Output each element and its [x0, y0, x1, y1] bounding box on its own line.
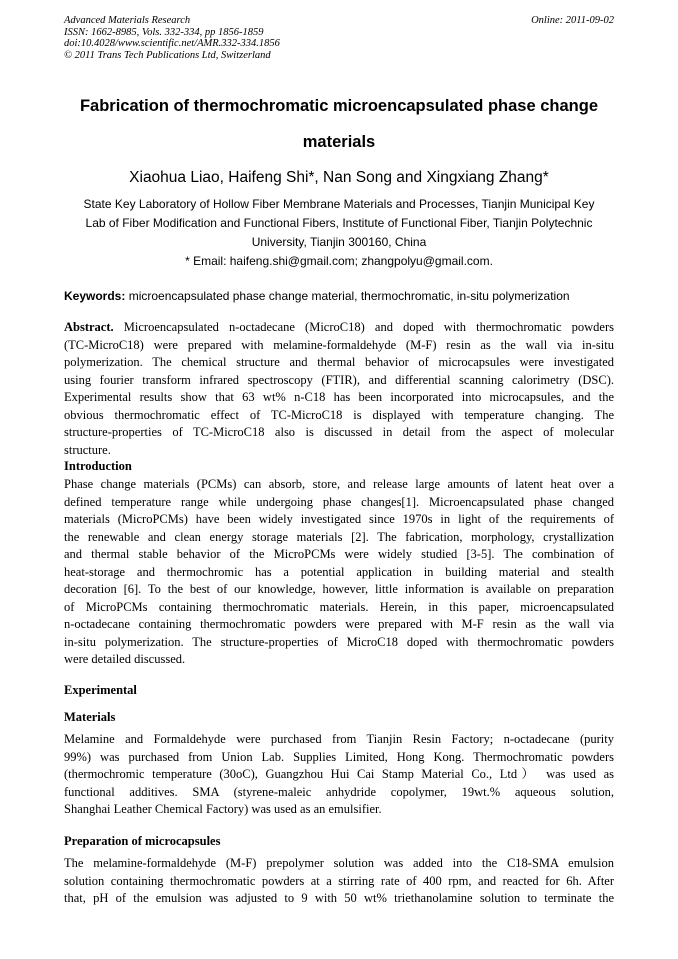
- intro-line: in-situ polymerization. The structure-properties of MicroC18 doped with thermochromatic powders: [64, 634, 614, 649]
- abstract-label: Abstract.: [64, 320, 114, 334]
- doi-line: doi:10.4028/www.scientific.net/AMR.332-334.1856: [64, 38, 280, 49]
- affiliation-line: University, Tianjin 300160, China: [251, 235, 427, 249]
- preparation-heading: Preparation of microcapsules: [64, 834, 221, 848]
- experimental-heading: Experimental: [64, 683, 137, 697]
- email-line: * Email: haifeng.shi@gmail.com; zhangpolyu@gmail.com.: [185, 254, 493, 268]
- paper-title: [64, 88, 614, 160]
- intro-line: Phase change materials (PCMs) can absorb, store, and release large amounts of latent heat over a: [64, 477, 614, 491]
- materials-heading: Materials: [64, 710, 116, 724]
- abstract-line: structure-properties of TC-MicroC18 also is discussed in detail from the aspect of molecular: [64, 425, 614, 439]
- abstract-line: structure.: [64, 442, 111, 457]
- intro-line: n-octadecane containing thermochromatic powders were prepared with M-F resin as the wall via: [64, 617, 614, 631]
- materials-line: Melamine and Formaldehyde were purchased from Tianjin Resin Factory; n-octadecane (purity: [64, 732, 614, 746]
- online-date: Online: 2011-09-02: [531, 15, 614, 26]
- copyright-line: © 2011 Trans Tech Publications Ltd, Switzerland: [64, 49, 271, 61]
- intro-line: decoration [6]. To the best of our knowledge, however, little information is available on preparation: [64, 582, 614, 596]
- affiliation-line: Lab of Fiber Modification and Functional Fibers, Institute of Functional Fiber, Tianjin Polytechnic: [85, 216, 593, 230]
- intro-line: and thermal stable behavior of the MicroPCMs were widely studied [3-5]. The combination of: [64, 547, 614, 561]
- preparation-body: [64, 855, 614, 908]
- title-line-1: Fabrication of thermochromatic microencapsulated phase change: [79, 97, 599, 115]
- author-list: Xiaohua Liao, Haifeng Shi*, Nan Song and Xingxiang Zhang*: [129, 169, 549, 186]
- introduction-body: [64, 476, 614, 669]
- abstract-line: obvious thermochromatic effect of TC-MicroC18 is displayed with temperature changing. The: [64, 407, 614, 422]
- intro-line: of MicroPCMs containing thermochromatic materials. Herein, in this paper, microencapsulated: [64, 599, 614, 614]
- intro-line: defined temperature range while undergoing phase changes[1]. Microencapsulated phase changed: [64, 494, 614, 509]
- intro-line: the renewable and clean energy storage materials [2]. The fabrication, morphology, crystallization: [64, 529, 614, 544]
- abstract: [64, 319, 614, 459]
- keywords-label: Keywords:: [64, 289, 126, 303]
- title-line-2: materials: [302, 133, 376, 151]
- abstract-line: using fourier transform infrared spectroscopy (FTIR), and differential scanning calorimetry (DSC).: [64, 372, 614, 387]
- affiliation-line: State Key Laboratory of Hollow Fiber Membrane Materials and Processes, Tianjin Municipal Key: [83, 197, 595, 211]
- materials-line: 99%) was purchased from Union Lab. Supplies Limited, Hong Kong. Thermochromatic powders: [64, 749, 614, 764]
- abstract-line: polymerization. The chemical structure and thermal behavior of microcapsules were investigated: [64, 355, 614, 369]
- intro-line: heat-storage and thermochromic has a potential application in building material and stealth: [64, 564, 614, 579]
- materials-line: functional additives. SMA (styrene-maleic anhydride copolymer, 19wt.% aqueous solution,: [64, 784, 614, 799]
- abstract-line: (TC-MicroC18) were prepared with melamine-formaldehyde (M-F) resin as the wall via in-situ: [64, 337, 614, 352]
- preparation-line: solution containing thermochromatic powders at a stirring rate of 400 rpm, and reacted for 6h. After: [64, 873, 614, 888]
- intro-line: were detailed discussed.: [64, 652, 186, 666]
- journal-name: Advanced Materials Research: [64, 15, 191, 26]
- journal-header: [64, 15, 280, 61]
- abstract-line: Experimental results show that 63 wt% n-C18 has been incorporated into microcapsules, and the: [64, 390, 614, 404]
- preparation-line: The melamine-formaldehyde (M-F) prepolymer solution was added into the C18-SMA emulsion: [64, 856, 614, 870]
- keywords: [64, 287, 614, 305]
- introduction-heading: Introduction: [64, 459, 132, 473]
- intro-line: materials (MicroPCMs) have been widely investigated since 1970s in light of the requirements of: [64, 512, 614, 526]
- abstract-line: Abstract. Microencapsulated n-octadecane (MicroC18) and doped with thermochromatic powders: [64, 320, 614, 334]
- keywords-text: microencapsulated phase change material, thermochromatic, in-situ polymerization: [125, 289, 570, 303]
- issn-line: ISSN: 1662-8985, Vols. 332-334, pp 1856-1859: [64, 26, 264, 38]
- preparation-line: that, pH of the emulsion was adjusted to 9 with 50 wt% triethanolamine solution to terminate the: [64, 891, 614, 905]
- materials-line: (thermochromic temperature (30oC), Guangzhou Hui Cai Stamp Material Co., Ltd） was used as: [64, 767, 614, 781]
- materials-body: [64, 731, 614, 819]
- materials-line: Shanghai Leather Chemical Factory) was used as an emulsifier.: [64, 802, 382, 816]
- affiliation: [64, 195, 614, 271]
